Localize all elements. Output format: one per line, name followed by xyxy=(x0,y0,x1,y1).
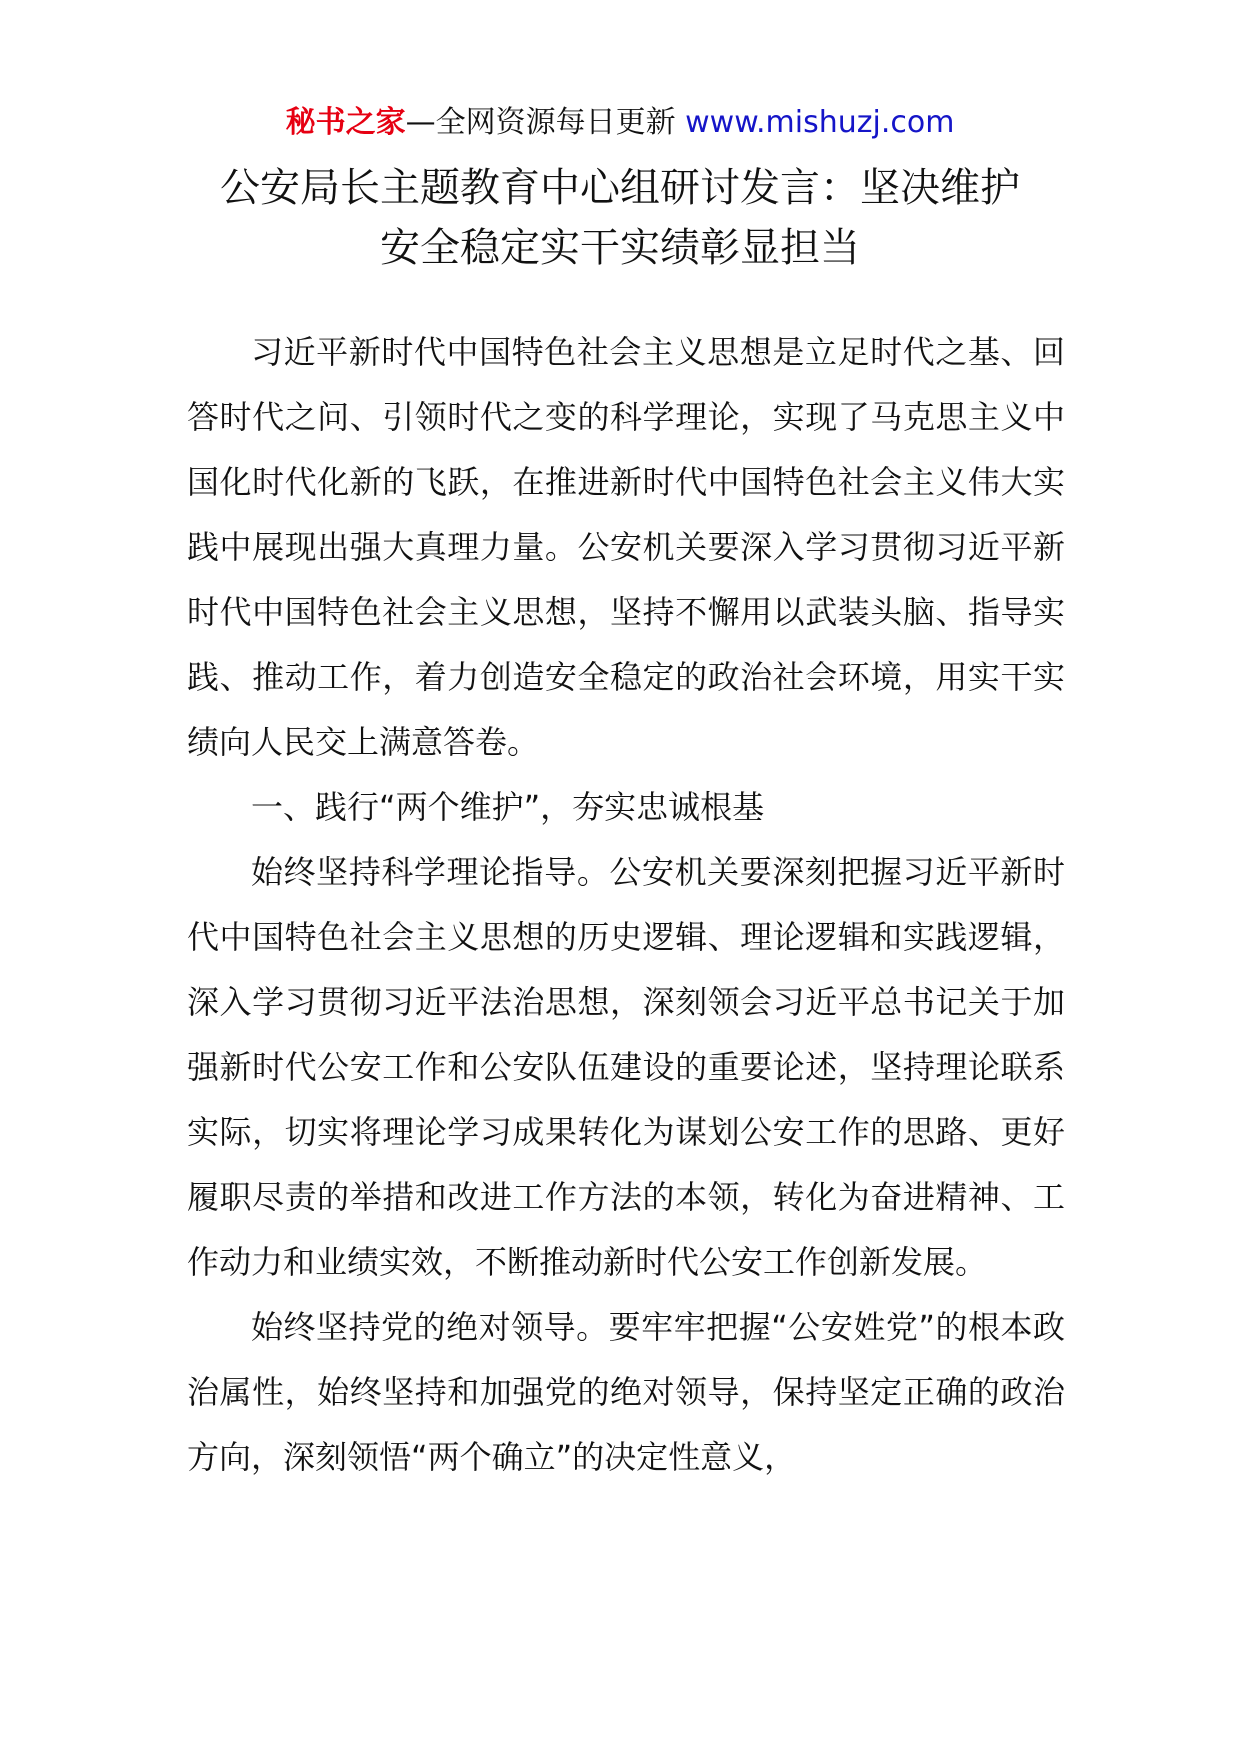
header-tagline: —全网资源每日更新 xyxy=(405,105,686,140)
title-line-1: 公安局长主题教育中心组研讨发言：坚决维护 xyxy=(220,165,1020,211)
site-header xyxy=(0,100,1240,146)
document-title xyxy=(120,158,1120,278)
paragraph-intro: 习近平新时代中国特色社会主义思想是立足时代之基、回答时代之问、引领时代之变的科学理论，实现了马克思主义中国化时代化新的飞跃，在推进新时代中国特色社会主义伟大实践中展现出强大真理力量。公安机关要深入学习贯彻习近平新时代中国特色社会主义思想，坚持不懈用以武装头脑、指导实践、推动工作，着力创造安全稳定的政治社会环境，用实干实绩向人民交上满意答卷。 xyxy=(187,333,1065,761)
site-url-link[interactable]: www.mishuzj.com xyxy=(685,105,955,140)
brand-name: 秘书之家 xyxy=(285,105,406,140)
paragraph-theory-guidance: 始终坚持科学理论指导。公安机关要深刻把握习近平新时代中国特色社会主义思想的历史逻辑、理论逻辑和实践逻辑，深入学习贯彻习近平法治思想，深刻领会习近平总书记关于加强新时代公安工作和公安队伍建设的重要论述，坚持理论联系实际，切实将理论学习成果转化为谋划公安工作的思路、更好履职尽责的举措和改进工作方法的本领，转化为奋进精神、工作动力和业绩实效，不断推动新时代公安工作创新发展。 xyxy=(187,853,1065,1281)
document-body xyxy=(187,320,1065,1490)
paragraph-party-leadership: 始终坚持党的绝对领导。要牢牢把握“公安姓党”的根本政治属性，始终坚持和加强党的绝对领导，保持坚定正确的政治方向，深刻领悟“两个确立”的决定性意义， xyxy=(187,1308,1065,1476)
title-line-2: 安全稳定实干实绩彰显担当 xyxy=(380,225,860,271)
section-heading-1: 一、践行“两个维护”，夯实忠诚根基 xyxy=(251,788,765,826)
